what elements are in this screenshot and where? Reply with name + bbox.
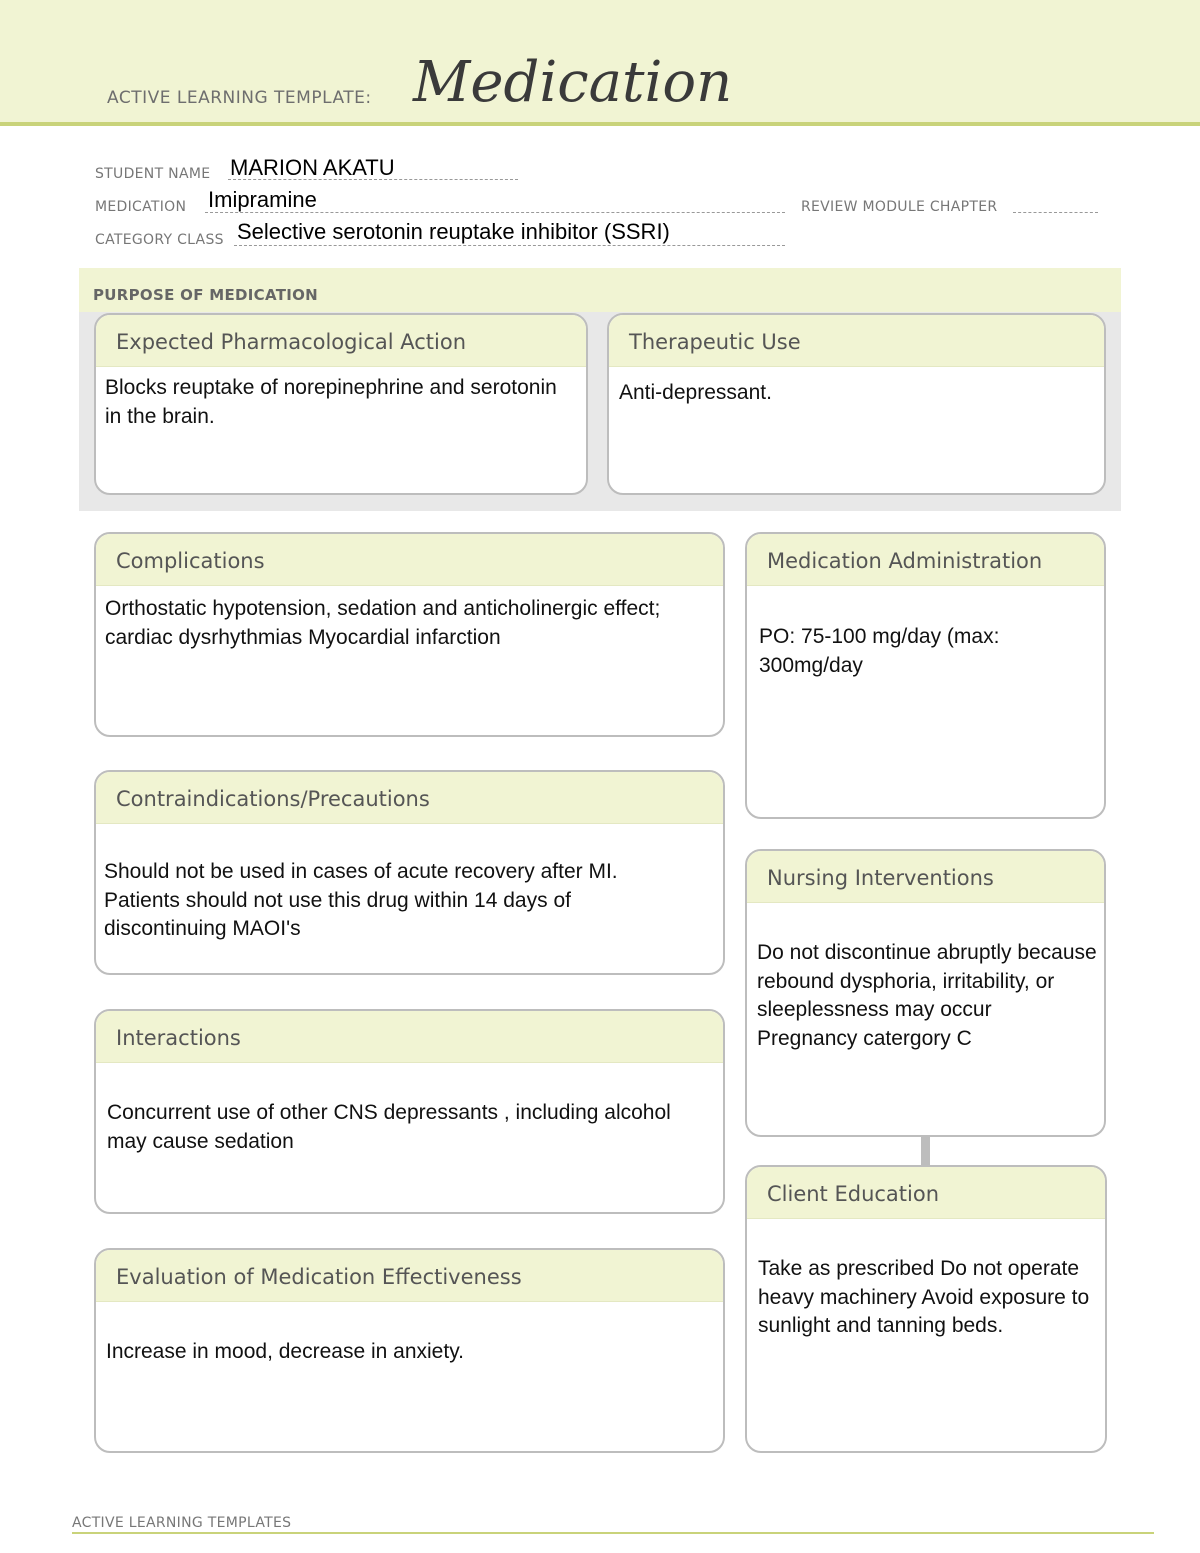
student-name-field[interactable]: MARION AKATU <box>230 155 395 180</box>
interactions-box <box>94 1009 725 1214</box>
complications-box <box>94 532 725 737</box>
page-title: Medication <box>413 50 733 115</box>
category-class-field[interactable]: Selective serotonin reuptake inhibitor (SSRI) <box>237 219 670 244</box>
interactions-title: Interactions <box>96 1011 723 1063</box>
nursing-title: Nursing Interventions <box>747 851 1104 903</box>
purpose-label: PURPOSE OF MEDICATION <box>93 286 319 304</box>
review-module-label: REVIEW MODULE CHAPTER <box>801 199 998 215</box>
expected-action-box <box>94 313 588 495</box>
evaluation-title: Evaluation of Medication Effectiveness <box>96 1250 723 1302</box>
template-label: ACTIVE LEARNING TEMPLATE: <box>107 88 372 108</box>
medication-label: MEDICATION <box>95 199 187 215</box>
education-text[interactable]: Take as prescribed Do not operate heavy machinery Avoid exposure to sunlight and tanning beds. <box>758 1257 1090 1337</box>
evaluation-box <box>94 1248 725 1453</box>
connector-bar <box>921 1135 930 1166</box>
nursing-text[interactable]: Do not discontinue abruptly because rebound dysphoria, irritability, or sleeplessness may occur Pregnancy catergory C <box>757 941 1097 1050</box>
complications-text[interactable]: Orthostatic hypotension, sedation and anticholinergic effect; cardiac dysrhythmias Myocardial infarction <box>105 597 661 649</box>
contraindications-box <box>94 770 725 975</box>
medication-field[interactable]: Imipramine <box>208 187 317 212</box>
administration-box <box>745 532 1106 819</box>
footer-divider <box>72 1532 1154 1534</box>
contraindications-title: Contraindications/Precautions <box>96 772 723 824</box>
therapeutic-use-title: Therapeutic Use <box>609 315 1104 367</box>
expected-action-text[interactable]: Blocks reuptake of norepinephrine and serotonin in the brain. <box>105 376 557 428</box>
education-box <box>745 1165 1107 1453</box>
complications-title: Complications <box>96 534 723 586</box>
contraindications-text[interactable]: Should not be used in cases of acute recovery after MI. Patients should not use this drug within 14 days of discontinuing MAOI's <box>104 860 618 940</box>
interactions-text[interactable]: Concurrent use of other CNS depressants , including alcohol may cause sedation <box>107 1101 671 1153</box>
administration-text[interactable]: PO: 75-100 mg/day (max: 300mg/day <box>759 625 1000 677</box>
category-class-label: CATEGORY CLASS <box>95 232 224 248</box>
education-title: Client Education <box>747 1167 1105 1219</box>
administration-title: Medication Administration <box>747 534 1104 586</box>
header-divider <box>0 122 1200 126</box>
nursing-box <box>745 849 1106 1137</box>
evaluation-text[interactable]: Increase in mood, decrease in anxiety. <box>106 1340 464 1363</box>
therapeutic-use-text[interactable]: Anti-depressant. <box>619 381 772 404</box>
review-module-line <box>1013 198 1098 213</box>
expected-action-title: Expected Pharmacological Action <box>96 315 586 367</box>
student-name-label: STUDENT NAME <box>95 166 211 182</box>
footer-label: ACTIVE LEARNING TEMPLATES <box>72 1515 292 1531</box>
therapeutic-use-box <box>607 313 1106 495</box>
